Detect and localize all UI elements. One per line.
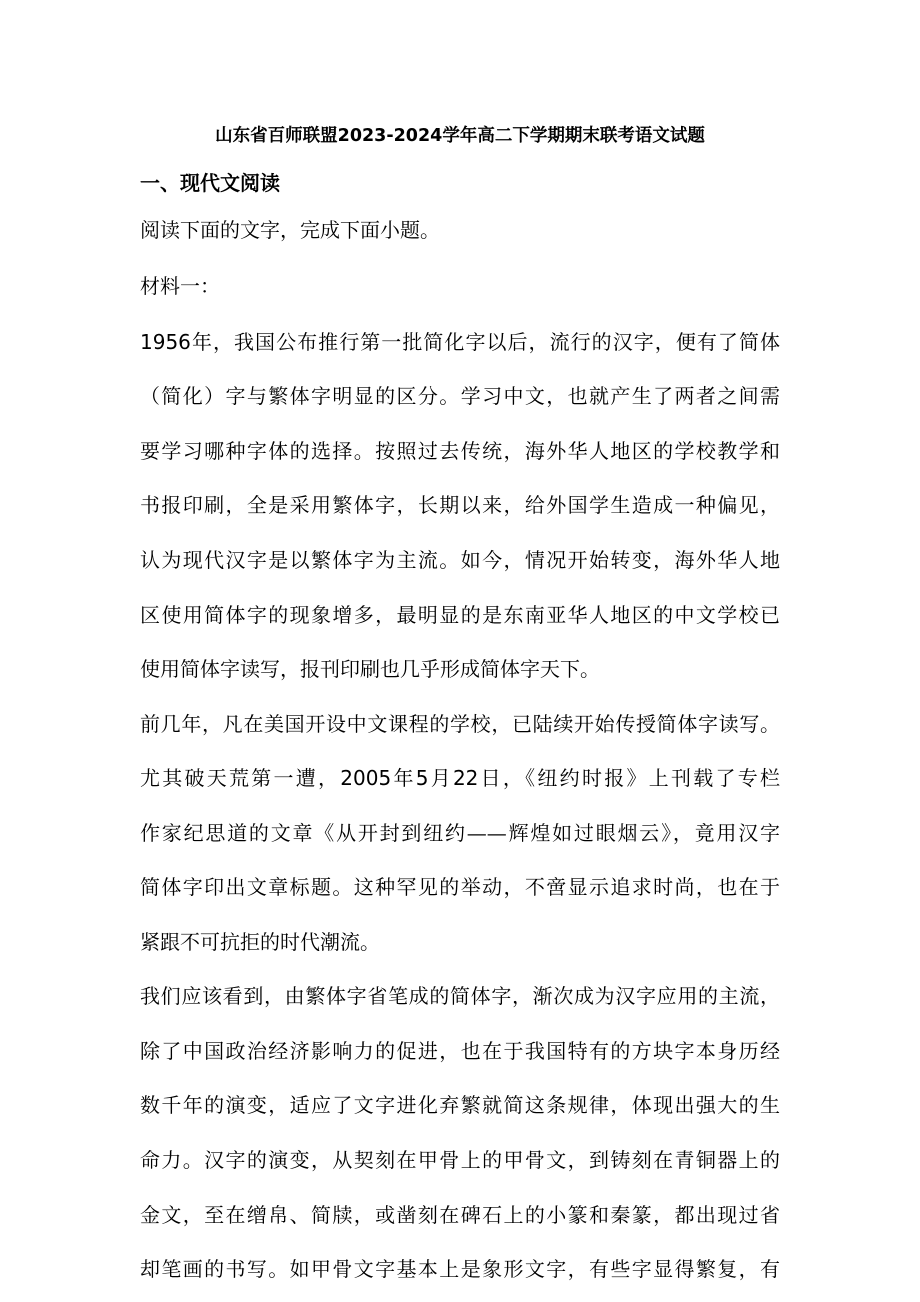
material-label: 材料一： <box>140 274 220 298</box>
section-heading: 一、现代文阅读 <box>140 171 280 195</box>
paragraph-2-line: 前几年，凡在美国开设中文课程的学校，已陆续开始传授简体字读写。 <box>140 712 780 736</box>
paragraph-3-line: 我们应该看到，由繁体字省笔成的简体字，渐次成为汉字应用的主流， <box>140 984 780 1008</box>
paragraph-1-line: 认为现代汉字是以繁体字为主流。如今，情况开始转变，海外华人地 <box>140 548 780 572</box>
paragraph-1-line: 1956年，我国公布推行第一批简化字以后，流行的汉字，便有了简体 <box>140 330 780 354</box>
paragraph-2-line: 简体字印出文章标题。这种罕见的举动，不啻显示追求时尚，也在于 <box>140 875 780 899</box>
document-title: 山东省百师联盟2023-2024学年高二下学期期末联考语文试题 <box>215 126 705 146</box>
paragraph-3-line: 却笔画的书写。如甲骨文字基本上是象形文字，有些字显得繁复，有 <box>140 1257 780 1281</box>
paragraph-1-line: 书报印刷，全是采用繁体字，长期以来，给外国学生造成一种偏见， <box>140 493 780 517</box>
paragraph-3-line: 数千年的演变，适应了文字进化弃繁就简这条规律，体现出强大的生 <box>140 1093 780 1117</box>
paragraph-3-line: 命力。汉字的演变，从契刻在甲骨上的甲骨文，到铸刻在青铜器上的 <box>140 1148 780 1172</box>
paragraph-2-line: 作家纪思道的文章《从开封到纽约——辉煌如过眼烟云》，竟用汉字 <box>140 821 780 845</box>
paragraph-1-line: 要学习哪种字体的选择。按照过去传统，海外华人地区的学校教学和 <box>140 439 780 463</box>
paragraph-1-line: 使用简体字读写，报刊印刷也几乎形成简体字天下。 <box>140 657 600 681</box>
paragraph-3-line: 除了中国政治经济影响力的促进，也在于我国特有的方块字本身历经 <box>140 1039 780 1063</box>
instruction-text: 阅读下面的文字，完成下面小题。 <box>140 218 440 242</box>
paragraph-2-line: 尤其破天荒第一遭，2005年5月22日，《纽约时报》上刊载了专栏 <box>140 766 780 790</box>
paragraph-1-line: （简化）字与繁体字明显的区分。学习中文，也就产生了两者之间需 <box>140 384 780 408</box>
paragraph-2-line: 紧跟不可抗拒的时代潮流。 <box>140 930 380 954</box>
paragraph-1-line: 区使用简体字的现象增多，最明显的是东南亚华人地区的中文学校已 <box>140 603 780 627</box>
paragraph-3-line: 金文，至在缯帛、简牍，或凿刻在碑石上的小篆和秦篆，都出现过省 <box>140 1203 780 1227</box>
